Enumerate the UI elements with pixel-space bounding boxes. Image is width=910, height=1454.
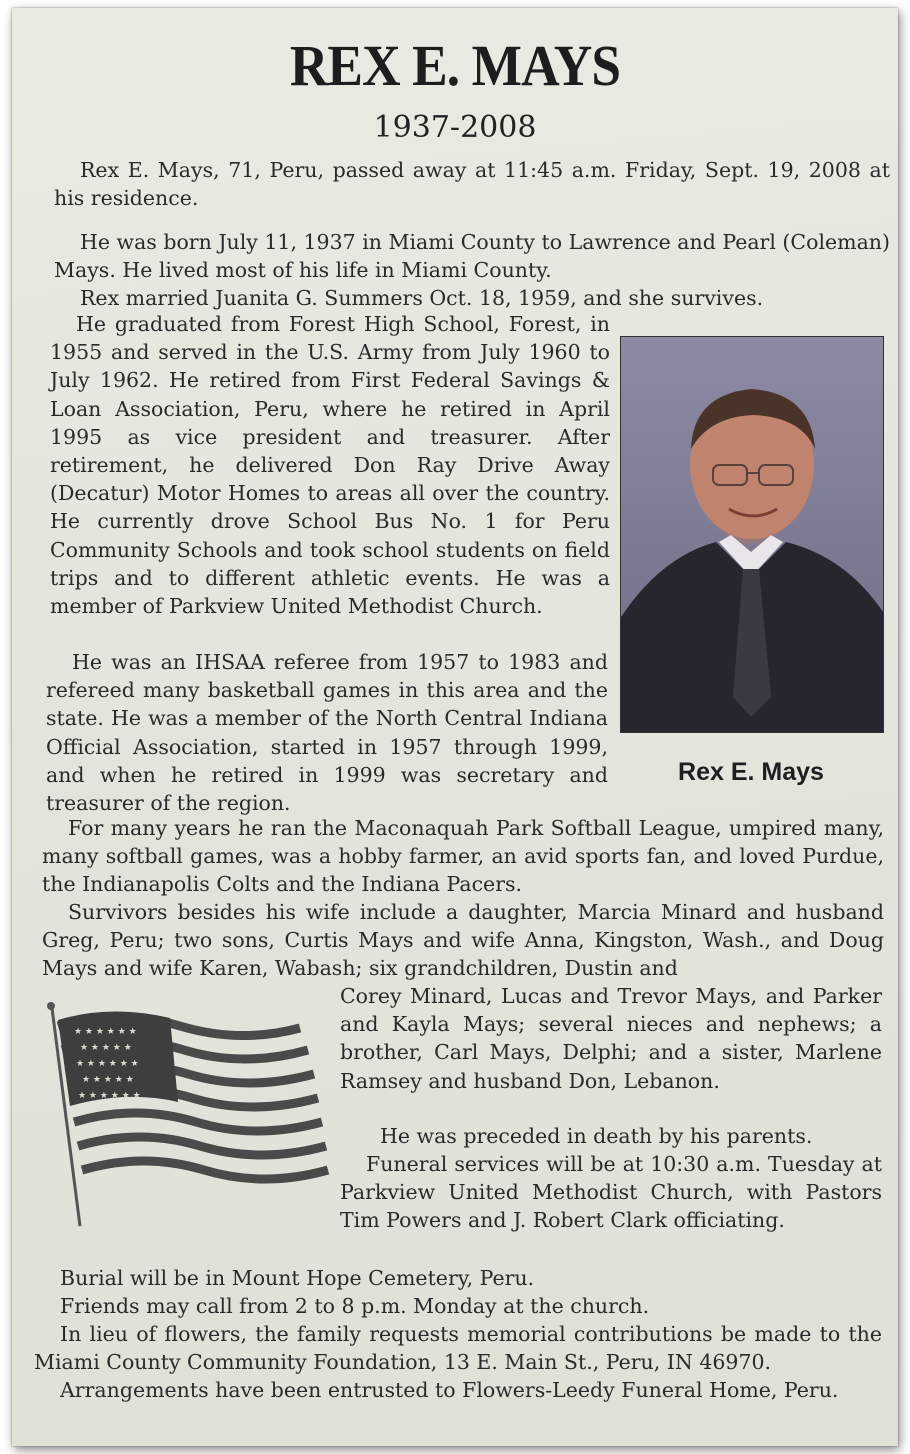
paragraph-visitation: Friends may call from 2 to 8 p.m. Monday at the church. [60, 1294, 650, 1318]
paragraph-funeral: Funeral services will be at 10:30 a.m. Tuesday at Parkview United Methodist Church, with Pastors Tim Powers and J. Robert Clark officiating. [340, 1152, 882, 1233]
life-years: 1937-2008 [373, 110, 537, 145]
portrait-photo [620, 336, 884, 733]
paragraph-burial: Burial will be in Mount Hope Cemetery, Peru. [60, 1266, 535, 1290]
paragraph-birth: He was born July 11, 1937 in Miami County to Lawrence and Pearl (Coleman) Mays. He lived most of his life in Miami County. [54, 230, 891, 283]
svg-text:★ ★ ★ ★ ★: ★ ★ ★ ★ ★ [80, 1043, 132, 1053]
paragraph-career: He graduated from Forest High School, Forest, in 1955 and served in the U.S. Army from July 1960 to July 1962. He retired from First Federal Savings & Loan Association, Peru, where he retired in April 1995 as vice president and treasurer. After retirement, he delivered Don Ray Drive Away (Decatur) Motor Homes to areas all over the country. He currently drove School Bus No. 1 for Peru Community Schools and took school students on field trips and to different athletic events. He was a member of Parkview United Methodist Church. [50, 312, 610, 619]
photo-caption: Rex E. Mays [678, 758, 824, 786]
paragraph-death: Rex E. Mays, 71, Peru, passed away at 11:45 a.m. Friday, Sept. 19, 2008 at his residence. [54, 158, 890, 211]
newspaper-clipping [12, 8, 898, 1446]
paragraph-memorial: In lieu of flowers, the family requests memorial contributions be made to the Miami County Community Foundation, 13 E. Main St., Peru, IN 46970. [34, 1322, 882, 1375]
svg-text:★ ★ ★ ★ ★: ★ ★ ★ ★ ★ [82, 1075, 134, 1085]
american-flag-icon [40, 998, 330, 1228]
svg-text:★ ★ ★ ★ ★ ★: ★ ★ ★ ★ ★ ★ [74, 1027, 137, 1037]
paragraph-marriage: Rex married Juanita G. Summers Oct. 18, 1959, and she survives. [80, 286, 764, 310]
svg-text:★ ★ ★ ★ ★ ★: ★ ★ ★ ★ ★ ★ [78, 1091, 141, 1101]
portrait-figure [621, 337, 883, 732]
paragraph-arrangements: Arrangements have been entrusted to Flowers-Leedy Funeral Home, Peru. [60, 1378, 839, 1402]
paragraph-survivors-cont: Corey Minard, Lucas and Trevor Mays, and Parker and Kayla Mays; several nieces and nephews; a brother, Carl Mays, Delphi; and a sister, Marlene Ramsey and husband Don, Lebanon. [340, 984, 882, 1093]
obituary-title: REX E. MAYS [289, 33, 621, 98]
svg-text:★ ★ ★ ★ ★ ★: ★ ★ ★ ★ ★ ★ [76, 1059, 139, 1069]
paragraph-referee: He was an IHSAA referee from 1957 to 1983 and refereed many basketball games in this area and the state. He was a member of the North Central Indiana Official Association, started in 1957 through 1999, and when he retired in 1999 was secretary and treasurer of the region. [46, 650, 608, 816]
paragraph-hobbies: For many years he ran the Maconaquah Park Softball League, umpired many, many softball games, was a hobby farmer, an avid sports fan, and loved Purdue, the Indianapolis Colts and the Indiana Pacers. [42, 816, 884, 897]
paragraph-preceded: He was preceded in death by his parents. [380, 1124, 813, 1148]
paragraph-survivors: Survivors besides his wife include a daughter, Marcia Minard and husband Greg, Peru; two sons, Curtis Mays and wife Anna, Kingston, Wash., and Doug Mays and wife Karen, Wabash; six grandchildren, Dustin and [42, 900, 884, 981]
